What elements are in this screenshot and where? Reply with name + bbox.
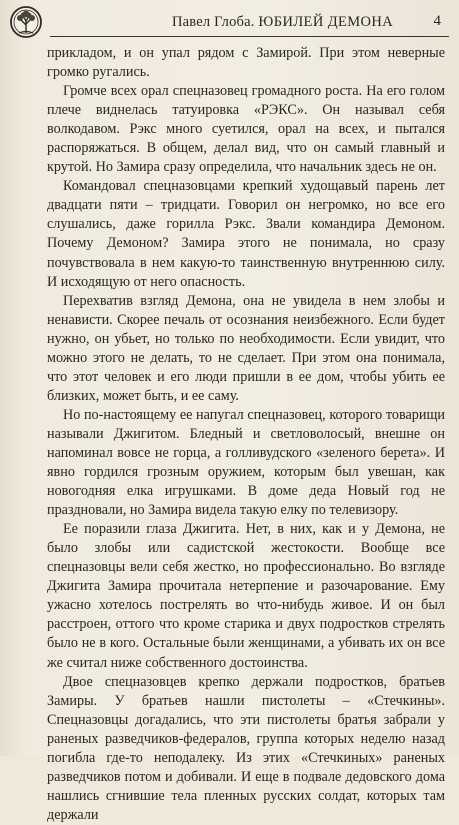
tree-emblem-icon: [6, 4, 46, 40]
running-header: [0, 0, 459, 44]
paragraph: Громче всех орал спецназовец громадного роста. На его голом плече виднелась татуировка «РЭКС». Он называл себя волкодавом. Рэкс много суетился, орал на всех, и пытался распоряжаться. В общем, делал вид, что он самый главный и крутой. Но Замира сразу определила, что начальник здесь не он.: [47, 83, 445, 176]
author-name: Павел Глоба.: [172, 14, 255, 30]
page-number: 4: [433, 13, 441, 29]
body-text: [47, 44, 445, 825]
header-rule: [50, 36, 449, 37]
book-title: ЮБИЛЕЙ ДЕМОНА: [258, 14, 394, 30]
paragraph: Ее поразили глаза Джигита. Нет, в них, как и у Демона, не было злобы или садистской жестокости. Вообще все спецназовцы вели себя жестко, но профессионально. Во взгляде Джигита Замира прочитала нетерпение и разочарование. Ему ужасно хотелось пострелять во что-нибудь живое. И он был расстроен, оттого что кроме старика и двух подростков стрелять было не в кого. Остальные были женщинами, а убивать их он все же считал ниже собственного достоинства.: [47, 521, 445, 671]
paragraph: Перехватив взгляд Демона, она не увидела в нем злобы и ненависти. Скорее печаль от осознания неизбежного. Если будет нужно, он убьет, но только по необходимости. Если увидит, что можно этого не делать, то не сделает. При этом она понимала, что этот человек и его люди пришли в ее дом, чтобы убить ее близких, может быть, и ее саму.: [47, 292, 445, 404]
paragraph: Командовал спецназовцами крепкий худощавый парень лет двадцати пяти – тридцати. Говорил он негромко, но все его слушались, даже горилла Рэкс. Звали командира Демоном. Почему Демоном? Замира этого не понимала, но сразу почувствовала в нем какую-то таинственную внутреннюю силу. И исходящую от него опасность.: [47, 178, 445, 290]
paragraph: Двое спецназовцев крепко держали подростков, братьев Замиры. У братьев нашли пистолеты – «Стечкины». Спецназовцы догадались, что эти пистолеты братья забрали у раненых разведчиков-федералов, группа которых неделю назад погибла где-то неподалеку. Из этих «Стечкиных» раненых разведчиков потом и добивали. И еще в подвале дедовского дома нашлись сгнившие тела пленных русских солдат, которых там держали: [47, 673, 445, 823]
paragraph-continued: прикладом, и он упал рядом с Замирой. При этом неверные громко ругались.: [47, 45, 445, 81]
paragraph: Но по-настоящему ее напугал спецназовец, которого товарищи называли Джигитом. Бледный и светловолосый, внешне он напоминал вовсе не горца, а голливудского «зеленого берета». И явно гордился грозным оружием, которым был увешан, как новогодняя елка игрушками. В доме деда Новый год не праздновали, но Замира видела такую елку по телевизору.: [47, 406, 445, 519]
running-head: [172, 14, 393, 31]
